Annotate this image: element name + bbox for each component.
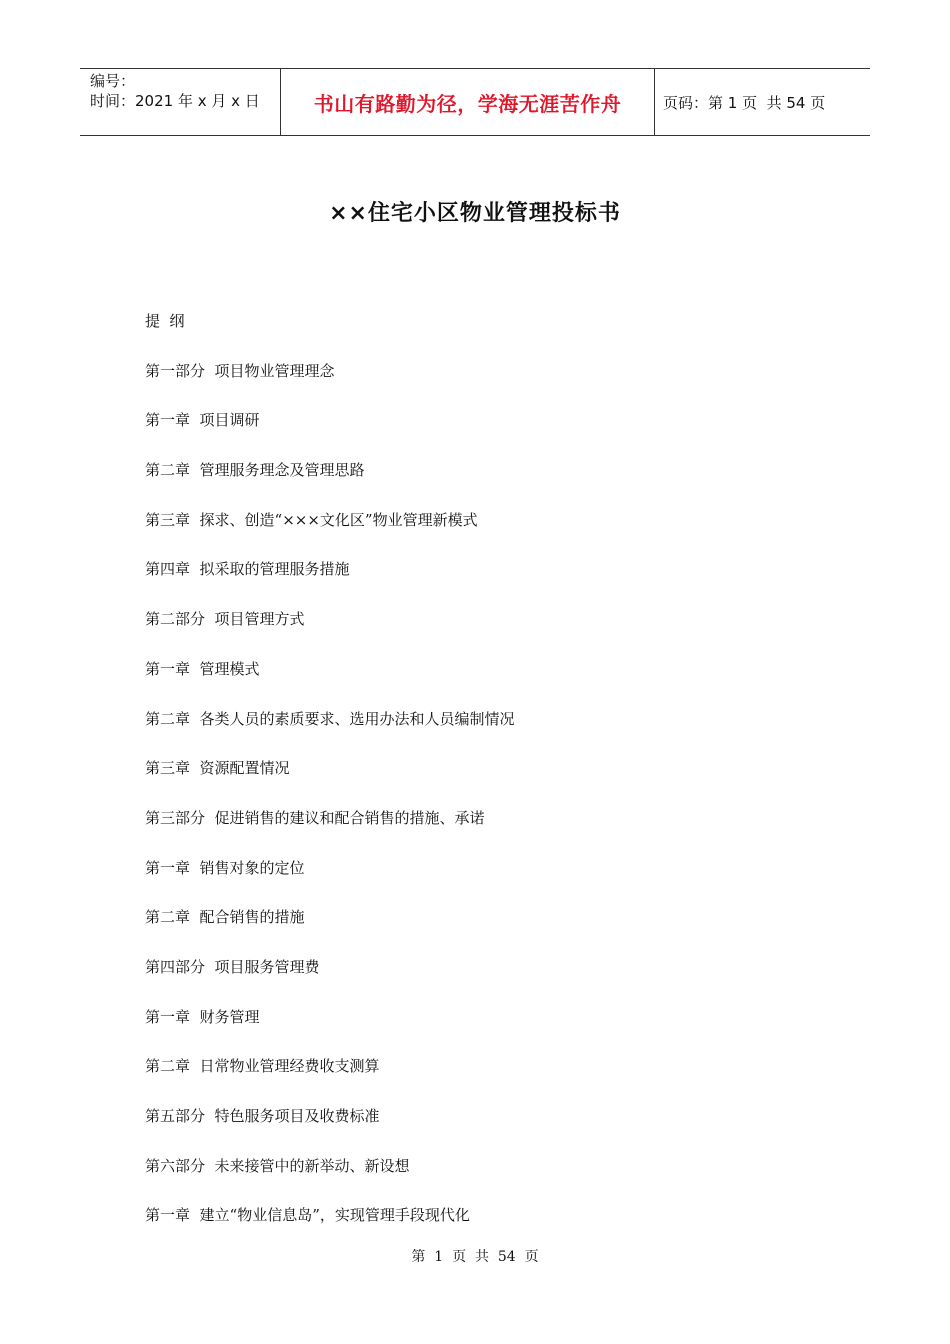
toc-item: 第二部分 项目管理方式 <box>145 610 305 629</box>
date-label: 时间：2021 年 x 月 x 日 <box>90 92 260 110</box>
toc-item: 第四章 拟采取的管理服务措施 <box>145 560 350 579</box>
header-meta <box>80 69 281 135</box>
document-title: ××住宅小区物业管理投标书 <box>329 201 621 226</box>
toc-item: 第一章 建立“物业信息岛”，实现管理手段现代化 <box>145 1206 470 1225</box>
toc-item: 第六部分 未来接管中的新举动、新设想 <box>145 1156 410 1175</box>
header-page-info <box>655 69 870 135</box>
toc-item: 第二章 管理服务理念及管理思路 <box>145 461 365 480</box>
toc-item: 第三章 探求、创造“×××文化区”物业管理新模式 <box>145 510 478 529</box>
toc-item: 第一章 项目调研 <box>145 411 260 430</box>
page-footer: 第 1 页 共 54 页 <box>411 1249 539 1265</box>
document-header <box>80 68 870 136</box>
toc-item: 第五部分 特色服务项目及收费标准 <box>145 1107 380 1125</box>
table-of-contents <box>145 310 515 1254</box>
toc-item: 第一章 销售对象的定位 <box>145 858 305 877</box>
header-motto <box>281 69 655 135</box>
toc-item: 第二章 日常物业管理经费收支测算 <box>145 1057 380 1076</box>
toc-item: 第一章 财务管理 <box>145 1007 260 1026</box>
toc-item: 第二章 配合销售的措施 <box>145 908 305 927</box>
page-info-text: 页码：第 1 页 共 54 页 <box>663 93 826 112</box>
toc-item: 第二章 各类人员的素质要求、选用办法和人员编制情况 <box>145 709 515 728</box>
toc-item: 第一章 管理模式 <box>145 659 260 678</box>
toc-item: 第三章 资源配置情况 <box>145 759 290 778</box>
toc-item: 第一部分 项目物业管理理念 <box>145 361 335 380</box>
toc-item: 第三部分 促进销售的建议和配合销售的措施、承诺 <box>145 808 485 827</box>
motto-text: 书山有路勤为径，学海无涯苦作舟 <box>313 91 622 116</box>
toc-item: 第四部分 项目服务管理费 <box>145 957 320 976</box>
serial-number-label: 编号： <box>90 72 136 90</box>
toc-heading: 提 纲 <box>145 312 185 330</box>
